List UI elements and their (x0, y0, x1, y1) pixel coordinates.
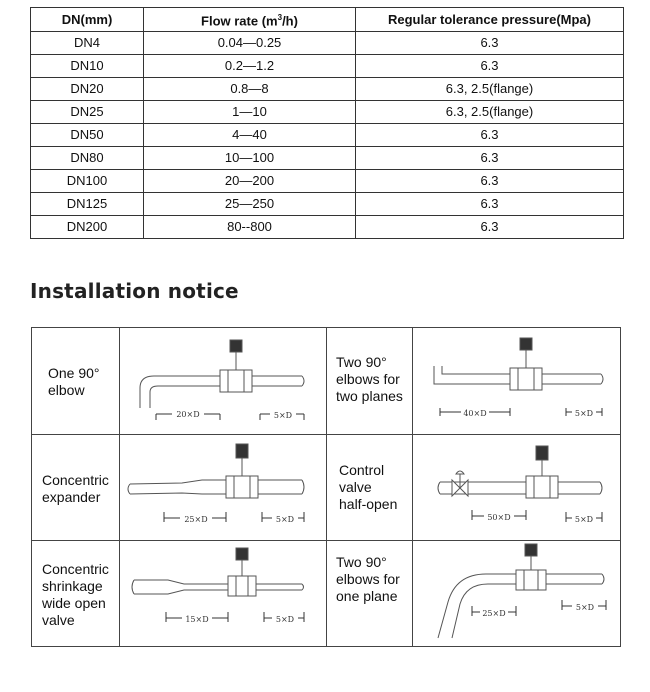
grid-divider (326, 328, 327, 646)
label-one-elbow: One 90° elbow (48, 365, 100, 398)
diagram-concentric-shrinkage (122, 542, 324, 644)
label-upstream: 20×D (176, 410, 200, 419)
label-upstream: 40×D (463, 409, 487, 418)
label-downstream: 5×D (574, 515, 594, 524)
cell-pressure: 6.3 (356, 170, 624, 193)
cell-pressure: 6.3 (356, 32, 624, 55)
grid-divider (32, 540, 620, 541)
header-pressure: Regular tolerance pressure(Mpa) (356, 8, 624, 32)
grid-divider (32, 434, 620, 435)
cell-flow: 80--800 (144, 216, 356, 239)
cell-dn: DN200 (31, 216, 144, 239)
spec-table (30, 7, 624, 239)
diagram-control-valve (416, 436, 618, 538)
label-concentric-expander: Concentric expander (42, 472, 109, 505)
label-downstream: 5×D (273, 411, 293, 420)
table-row (31, 78, 624, 101)
grid-divider (119, 328, 120, 646)
table-row (31, 193, 624, 216)
label-downstream: 5×D (275, 515, 295, 524)
cell-flow: 25—250 (144, 193, 356, 216)
cell-pressure: 6.3 (356, 216, 624, 239)
table-row (31, 55, 624, 78)
grid-divider (412, 328, 413, 646)
label-two-elbows-two-planes: Two 90° elbows for two planes (336, 354, 403, 404)
cell-dn: DN4 (31, 32, 144, 55)
cell-flow: 0.2—1.2 (144, 55, 356, 78)
diagram-two-elbows-two-planes (416, 330, 618, 432)
diagram-concentric-expander (122, 436, 324, 538)
header-dn: DN(mm) (31, 8, 144, 32)
install-heading: Installation notice (30, 279, 239, 303)
cell-dn: DN25 (31, 101, 144, 124)
table-header-row (31, 8, 624, 32)
label-downstream: 5×D (575, 603, 595, 612)
label-downstream: 5×D (574, 409, 594, 418)
label-upstream: 25×D (482, 609, 506, 618)
cell-dn: DN20 (31, 78, 144, 101)
table-row (31, 124, 624, 147)
cell-pressure: 6.3 (356, 147, 624, 170)
cell-flow: 1—10 (144, 101, 356, 124)
cell-dn: DN125 (31, 193, 144, 216)
label-upstream: 50×D (487, 513, 511, 522)
cell-pressure: 6.3 (356, 193, 624, 216)
cell-pressure: 6.3, 2.5(flange) (356, 78, 624, 101)
cell-pressure: 6.3, 2.5(flange) (356, 101, 624, 124)
cell-dn: DN100 (31, 170, 144, 193)
label-upstream: 25×D (184, 515, 208, 524)
table-row (31, 101, 624, 124)
diagram-one-elbow (122, 330, 324, 432)
table-row (31, 32, 624, 55)
cell-flow: 10—100 (144, 147, 356, 170)
cell-flow: 4—40 (144, 124, 356, 147)
label-downstream: 5×D (275, 615, 295, 624)
cell-flow: 0.04—0.25 (144, 32, 356, 55)
table-row (31, 216, 624, 239)
label-upstream: 15×D (185, 615, 209, 624)
diagram-two-elbows-one-plane (416, 542, 618, 644)
header-flow-prefix: Flow rate (m (201, 13, 278, 29)
table-row (31, 170, 624, 193)
cell-pressure: 6.3 (356, 55, 624, 78)
installation-grid (31, 327, 621, 647)
label-concentric-shrinkage: Concentric shrinkage wide open valve (42, 561, 109, 628)
cell-dn: DN10 (31, 55, 144, 78)
cell-dn: DN50 (31, 124, 144, 147)
cell-flow: 0.8—8 (144, 78, 356, 101)
table-row (31, 147, 624, 170)
header-flow-rate (144, 8, 356, 32)
cell-flow: 20—200 (144, 170, 356, 193)
cell-pressure: 6.3 (356, 124, 624, 147)
cell-dn: DN80 (31, 147, 144, 170)
label-control-valve: Control valve half-open (339, 462, 398, 512)
header-flow-sup: 3 (277, 13, 283, 22)
label-two-elbows-one-plane: Two 90° elbows for one plane (336, 554, 400, 604)
header-flow-suffix: /h) (282, 13, 298, 29)
